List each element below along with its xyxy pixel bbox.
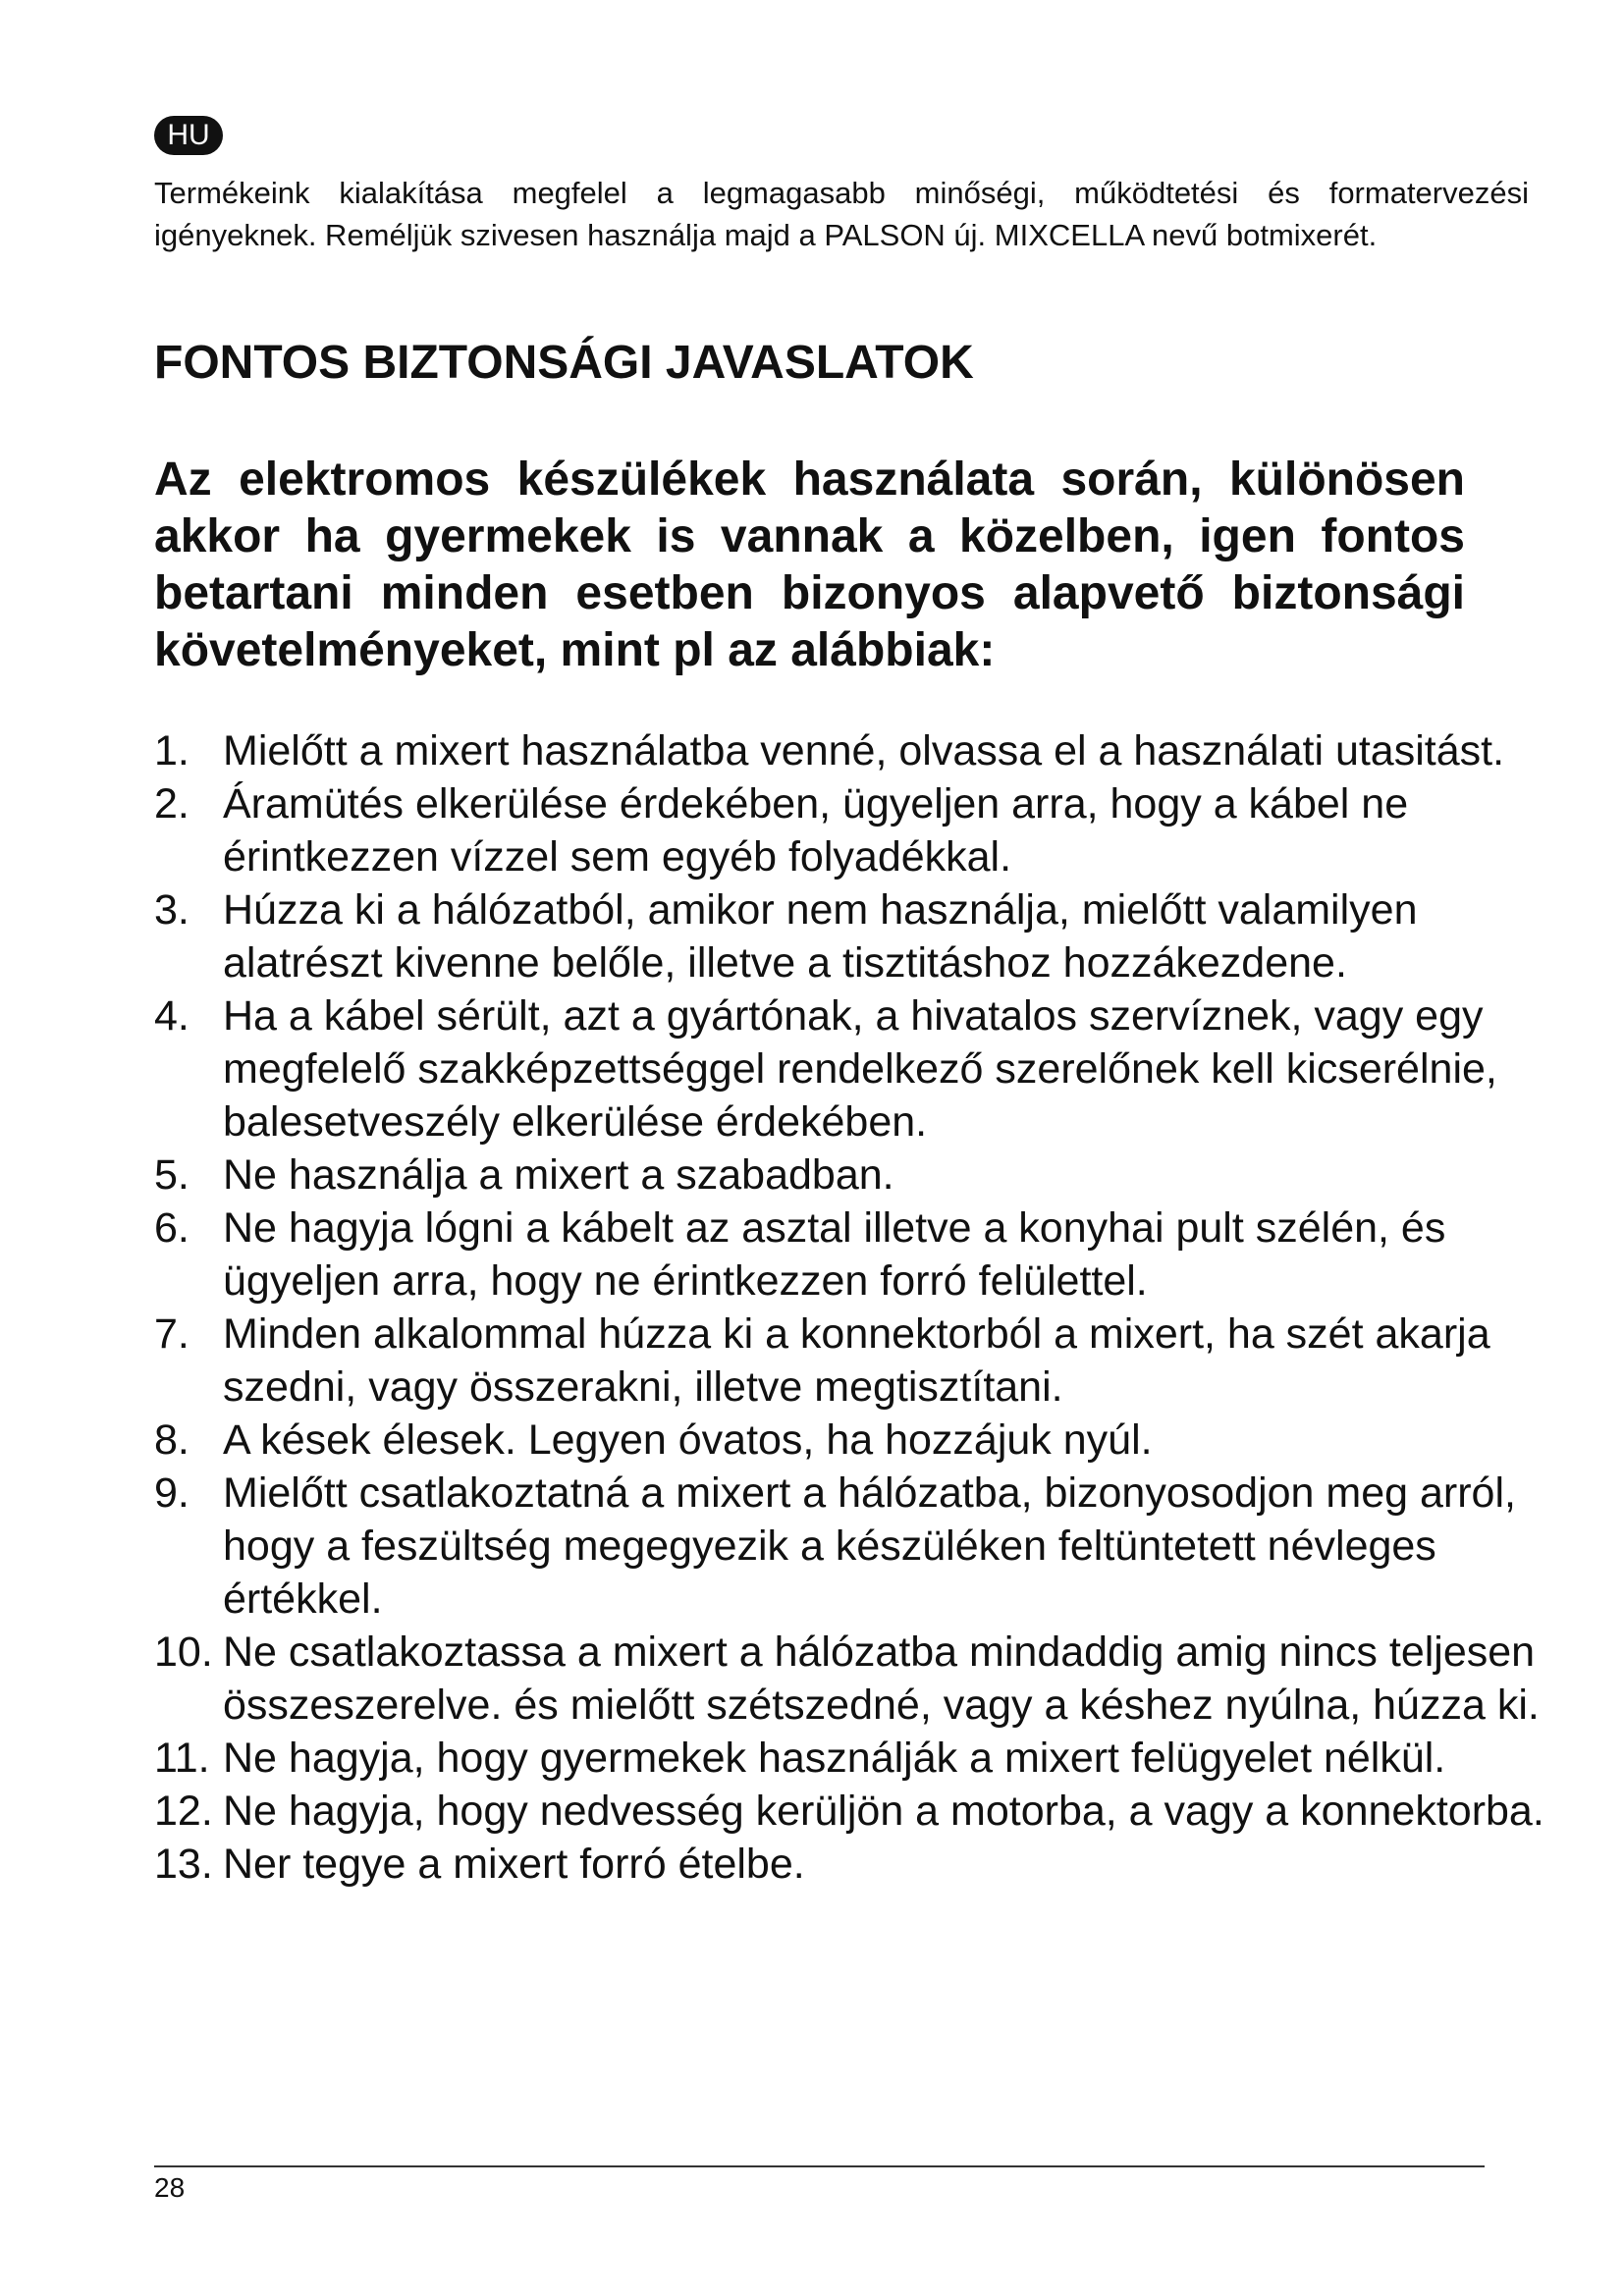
list-item-text: Ne csatlakoztassa a mixert a hálózatba mindaddig amig nincs teljesen összeszerelve. és mielőtt szétszedné, vagy a késhez nyúlna, húzza ki. [223,1629,1540,1729]
list-item-number: 6. [154,1204,189,1252]
list-item-number: 1. [154,727,189,774]
page-number: 28 [154,2172,186,2203]
list-item-text: Mielőtt a mixert használatba venné, olvassa el a használati utasitást. [223,727,1505,774]
list-item-text: Ha a kábel sérült, azt a gyártónak, a hivatalos szervíznek, vagy egy megfelelő szakképzettséggel rendelkező szerelőnek kell kicserélnie, balesetveszély elkerülése érdekében. [223,992,1497,1146]
lead-paragraph: Az elektromos készülékek használata során, különösen akkor ha gyermekek is vannak a közelben, igen fontos betartani minden esetben bizonyos alapvető biztonsági követelményeket, mint pl az alábbiak: [154,454,1465,676]
list-item [154,1414,1548,1467]
footer-divider [154,2165,1485,2167]
list-item-number: 2. [154,780,189,828]
language-badge: HU [154,116,223,155]
list-item [154,724,1548,777]
list-item [154,1308,1548,1414]
list-item [154,1838,1548,1891]
list-item-text: Húzza ki a hálózatból, amikor nem használja, mielőtt valamilyen alatrészt kivenne belőle, illetve a tisztitáshoz hozzákezdene. [223,886,1418,987]
list-item [154,1732,1548,1785]
list-item-number: 10. [154,1629,213,1676]
safety-rules-list [154,724,1548,1891]
list-item-number: 3. [154,886,189,934]
list-item-text: Ne használja a mixert a szabadban. [223,1151,894,1199]
list-item-number: 9. [154,1469,189,1517]
list-item-number: 12. [154,1788,213,1835]
list-item-text: Ner tegye a mixert forró ételbe. [223,1841,805,1888]
list-item [154,1785,1548,1838]
list-item [154,1201,1548,1308]
list-item [154,883,1548,989]
list-item-number: 4. [154,992,189,1040]
list-item-number: 8. [154,1416,189,1464]
list-item [154,1467,1548,1626]
page-title: FONTOS BIZTONSÁGI JAVASLATOK [154,337,974,389]
list-item-number: 11. [154,1735,210,1782]
list-item-text: Ne hagyja, hogy nedvesség kerüljön a motorba, a vagy a konnektorba. [223,1788,1544,1835]
list-item-text: Mielőtt csatlakoztatná a mixert a hálózatba, bizonyosodjon meg arról, hogy a feszültség megegyezik a készüléken feltüntetett névleges értékkel. [223,1469,1516,1623]
intro-paragraph: Termékeink kialakítása megfelel a legmagasabb minőségi, működtetési és formatervezési igényeknek. Reméljük szivesen használja majd a PALSON új. MIXCELLA nevű botmixerét. [154,176,1529,252]
list-item-number: 13. [154,1841,213,1888]
list-item-text: Ne hagyja lógni a kábelt az asztal illetve a konyhai pult szélén, és ügyeljen arra, hogy ne érintkezzen forró felülettel. [223,1204,1446,1305]
list-item-text: A kések élesek. Legyen óvatos, ha hozzájuk nyúl. [223,1416,1153,1464]
list-item-text: Minden alkalommal húzza ki a konnektorból a mixert, ha szét akarja szedni, vagy összerakni, illetve megtisztítani. [223,1310,1490,1411]
list-item [154,1148,1548,1201]
list-item [154,989,1548,1148]
list-item-text: Ne hagyja, hogy gyermekek használják a mixert felügyelet nélkül. [223,1735,1446,1782]
list-item-number: 7. [154,1310,189,1358]
list-item-number: 5. [154,1151,189,1199]
list-item-text: Áramütés elkerülése érdekében, ügyeljen arra, hogy a kábel ne érintkezzen vízzel sem egyéb folyadékkal. [223,780,1409,881]
list-item [154,1626,1548,1732]
list-item [154,777,1548,883]
